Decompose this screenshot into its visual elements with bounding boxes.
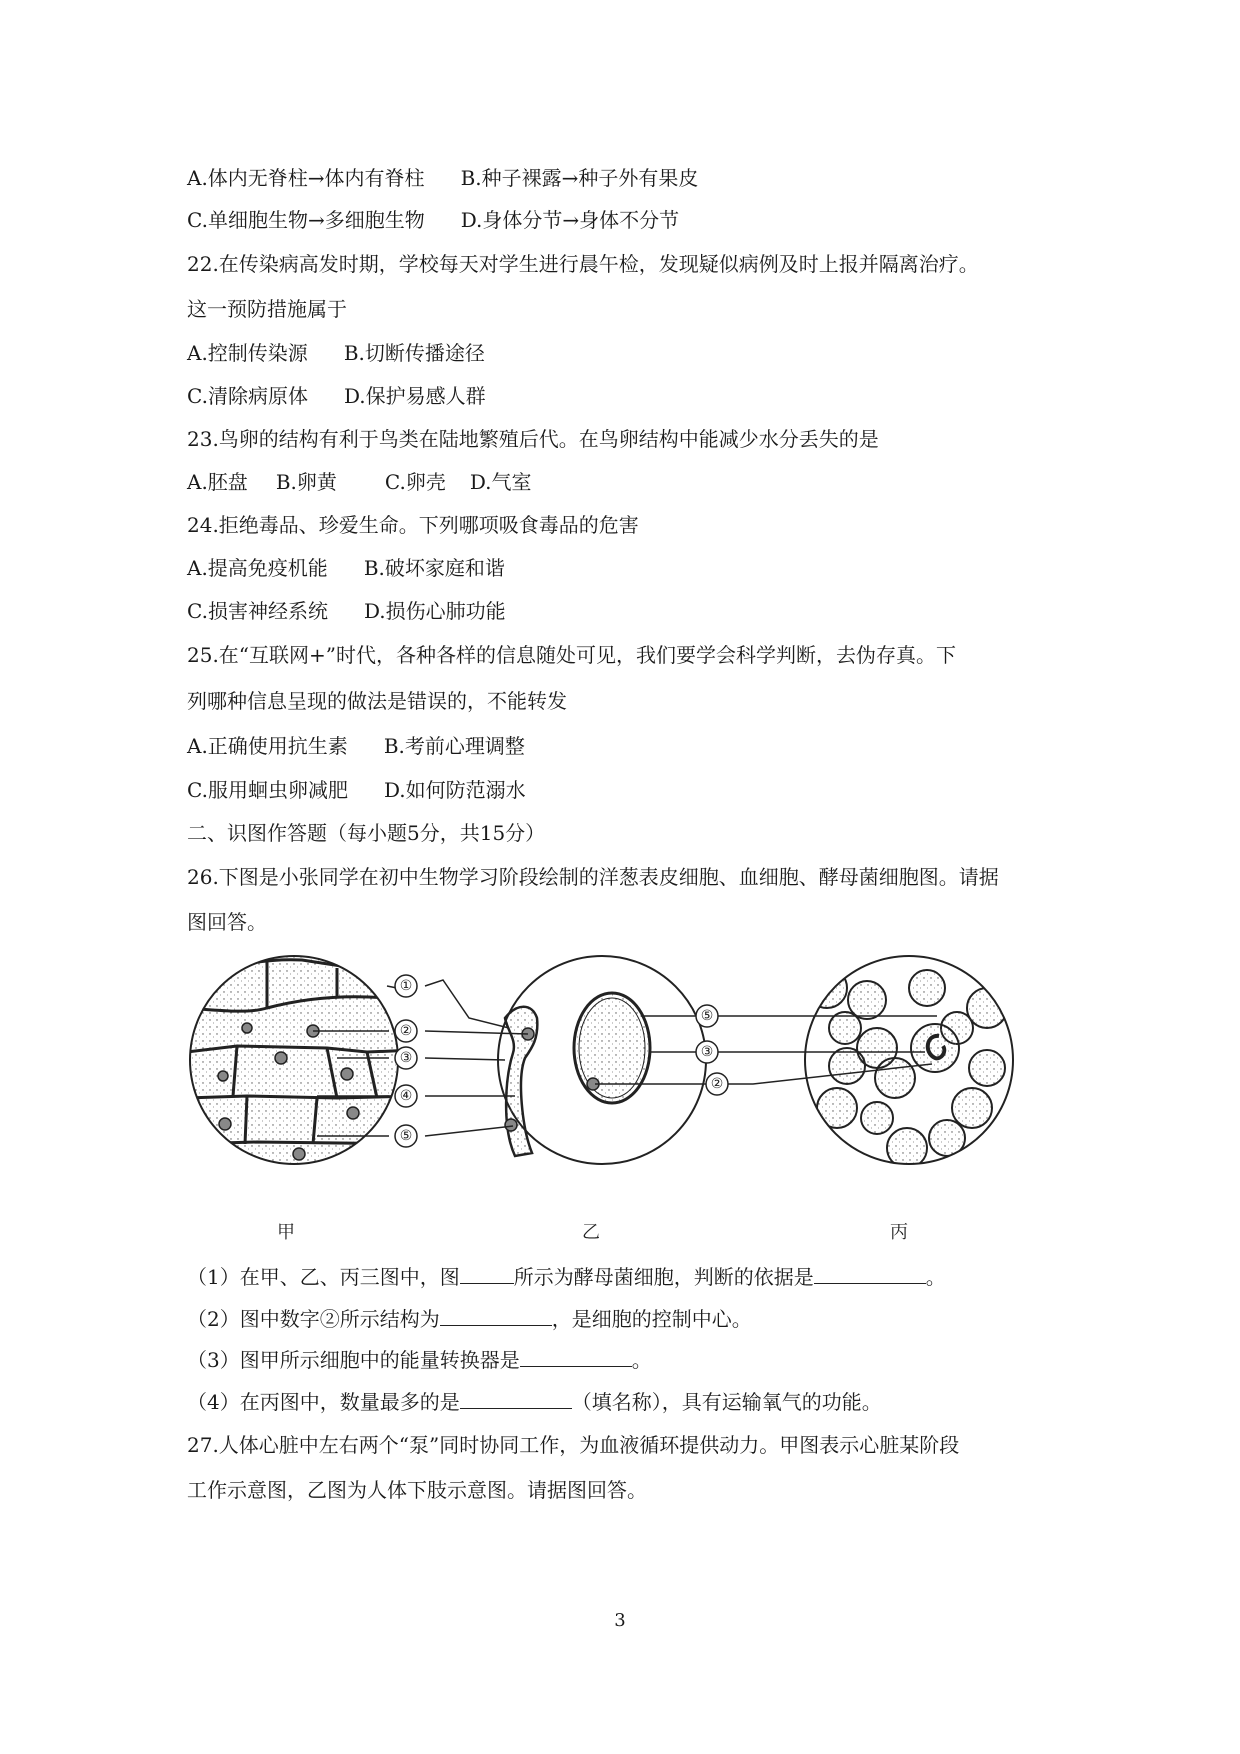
svg-text:⑤: ⑤ <box>399 1128 413 1144</box>
q23-options <box>187 469 568 495</box>
q25-option-c: C.服用蛔虫卵减肥 <box>187 778 348 802</box>
q25-options-row2 <box>187 777 562 803</box>
q22-option-b: B.切断传播途径 <box>343 341 485 365</box>
q25-option-a: A.正确使用抗生素 <box>187 734 348 758</box>
number-marker-4 <box>395 1085 417 1107</box>
q22-stem-line2: 这一预防措施属于 <box>187 297 347 321</box>
answer-blank-2[interactable] <box>440 1305 552 1326</box>
q22-options-row1 <box>187 340 521 366</box>
q27-stem-line1: 27.人体心脏中左右两个“泵”同时协同工作，为血液循环提供动力。甲图表示心脏某阶段 <box>187 1433 960 1457</box>
q24-stem: 24.拒绝毒品、珍爱生命。下列哪项吸食毒品的危害 <box>187 513 639 537</box>
svg-text:②: ② <box>710 1076 724 1092</box>
answer-blank-3[interactable] <box>520 1346 632 1367</box>
answer-blank-1a[interactable] <box>460 1263 514 1284</box>
q23-option-c: C.卵壳 <box>384 470 446 494</box>
number-marker-1 <box>395 975 417 997</box>
svg-text:④: ④ <box>399 1088 413 1104</box>
answer-blank-1b[interactable] <box>814 1263 926 1284</box>
blood-smear-diagram <box>801 956 1013 1168</box>
q24-option-a: A.提高免疫机能 <box>187 556 328 580</box>
number-marker-2-right <box>706 1073 728 1095</box>
svg-text:②: ② <box>399 1023 413 1039</box>
q26-sub3: （3）图甲所示细胞中的能量转换器是 。 <box>187 1348 652 1372</box>
blood-cell-diagram <box>498 956 706 1164</box>
onion-cell-diagram <box>187 948 417 1178</box>
q23-option-a: A.胚盘 <box>187 470 248 494</box>
q25-option-d: D.如何防范溺水 <box>383 778 526 802</box>
svg-text:⑤: ⑤ <box>700 1008 714 1024</box>
answer-blank-4[interactable] <box>460 1388 572 1409</box>
q27-stem-line2: 工作示意图，乙图为人体下肢示意图。请据图回答。 <box>187 1478 647 1502</box>
q24-option-c: C.损害神经系统 <box>187 599 328 623</box>
svg-text:③: ③ <box>700 1044 714 1060</box>
q26-sub4: （4）在丙图中，数量最多的是 （填名称），具有运输氧气的功能。 <box>187 1390 882 1414</box>
figure-label-yi: 乙 <box>582 1222 600 1243</box>
q26-stem-line2: 图回答。 <box>187 910 267 934</box>
page-number: 3 <box>614 1610 626 1631</box>
number-marker-5 <box>395 1125 417 1147</box>
q24-options-row1 <box>187 555 541 581</box>
number-marker-3-right <box>696 1041 718 1063</box>
figure-label-bing: 丙 <box>890 1222 908 1243</box>
q22-option-a: A.控制传染源 <box>187 341 308 365</box>
q21-options-row2 <box>187 207 715 233</box>
figure-label-jia: 甲 <box>277 1222 295 1243</box>
q21-option-a: A.体内无脊柱→体内有脊柱 <box>187 166 425 190</box>
q22-option-d: D.保护易感人群 <box>343 384 486 408</box>
svg-text:③: ③ <box>399 1050 413 1066</box>
q21-option-b: B.种子裸露→种子外有果皮 <box>460 166 699 190</box>
q23-stem: 23.鸟卵的结构有利于鸟类在陆地繁殖后代。在鸟卵结构中能减少水分丢失的是 <box>187 427 879 451</box>
q25-options-row1 <box>187 733 561 759</box>
q26-sub2: （2）图中数字②所示结构为 ，是细胞的控制中心。 <box>187 1307 752 1331</box>
q24-options-row2 <box>187 598 542 624</box>
q26-sub1: （1）在甲、乙、丙三图中，图 所示为酵母菌细胞，判断的依据是 。 <box>187 1265 946 1289</box>
number-marker-3 <box>395 1047 417 1069</box>
number-marker-2 <box>395 1020 417 1042</box>
q25-option-b: B.考前心理调整 <box>383 734 525 758</box>
q24-option-b: B.破坏家庭和谐 <box>363 556 505 580</box>
q25-stem-line2: 列哪种信息呈现的做法是错误的，不能转发 <box>187 689 567 713</box>
q22-options-row2 <box>187 383 522 409</box>
q22-option-c: C.清除病原体 <box>187 384 308 408</box>
q22-stem-line1: 22.在传染病高发时期，学校每天对学生进行晨午检，发现疑似病例及时上报并隔离治疗。 <box>187 252 979 276</box>
svg-text:①: ① <box>399 978 413 994</box>
number-marker-5-right <box>696 1005 718 1027</box>
q21-option-d: D.身体分节→身体不分节 <box>460 208 680 232</box>
q23-option-b: B.卵黄 <box>275 470 337 494</box>
q24-option-d: D.损伤心肺功能 <box>363 599 506 623</box>
q25-stem-line1: 25.在“互联网+”时代，各种各样的信息随处可见，我们要学会科学判断，去伪存真。下 <box>187 643 957 667</box>
q21-options-row1 <box>187 165 734 191</box>
q23-option-d: D.气室 <box>469 470 532 494</box>
section2-title: 二、识图作答题（每小题5分，共15分） <box>187 821 546 845</box>
q21-option-c: C.单细胞生物→多细胞生物 <box>187 208 425 232</box>
q26-stem-line1: 26.下图是小张同学在初中生物学习阶段绘制的洋葱表皮细胞、血细胞、酵母菌细胞图。请据 <box>187 865 999 889</box>
cell-diagram-figure <box>187 948 1017 1244</box>
